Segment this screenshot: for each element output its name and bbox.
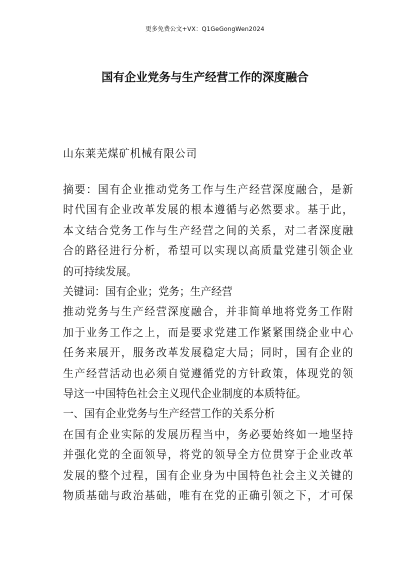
document-title: 国有企业党务与生产经营工作的深度融合 — [101, 70, 309, 84]
document-body — [63, 180, 353, 507]
abstract-line: 摘要：国有企业推动党务工作与生产经营深度融合，是新 — [63, 184, 353, 196]
abstract-line: 本文结合党务工作与生产经营之间的关系，对二者深度融 — [63, 224, 353, 237]
paragraph-line: 并强化党的全面领导，将党的领导全方位贯穿于企业改革 — [63, 449, 353, 462]
abstract-line: 的可持续发展。 — [63, 265, 138, 278]
paragraph-line: 在国有企业实际的发展历程当中，务必要始终如一地坚持 — [63, 428, 353, 441]
company-name: 山东莱芜煤矿机械有限公司 — [63, 148, 198, 160]
abstract-line: 时代国有企业改革发展的根本遵循与必然要求。基于此， — [63, 204, 353, 217]
paragraph-line: 任务来展开，服务改革发展稳定大局；同时，国有企业的 — [63, 347, 353, 360]
paragraph-line: 导这一中国特色社会主义现代企业制度的本质特征。 — [63, 388, 307, 401]
paragraph-line: 物质基础与政治基础，唯有在党的正确引领之下，才可保 — [63, 490, 353, 503]
keywords-line: 关键词：国有企业；党务；生产经营 — [63, 286, 233, 299]
abstract-line: 合的路径进行分析，希望可以实现以高质量党建引领企业 — [63, 245, 353, 258]
paragraph-line: 发展的整个过程，国有企业身为中国特色社会主义关键的 — [63, 469, 353, 482]
paragraph-line: 生产经营活动也必须自觉遵循党的方针政策，体现党的领 — [63, 367, 353, 380]
section-heading: 一、国有企业党务与生产经营工作的关系分析 — [63, 408, 275, 421]
paragraph-line: 加于业务工作之上，而是要求党建工作紧紧围绕企业中心 — [63, 326, 353, 339]
header-promo-text: 更多免费公文+VX：Q1GeGongWen2024 — [145, 26, 265, 33]
paragraph-line: 推动党务与生产经营深度融合，并非简单地将党务工作附 — [63, 306, 353, 319]
